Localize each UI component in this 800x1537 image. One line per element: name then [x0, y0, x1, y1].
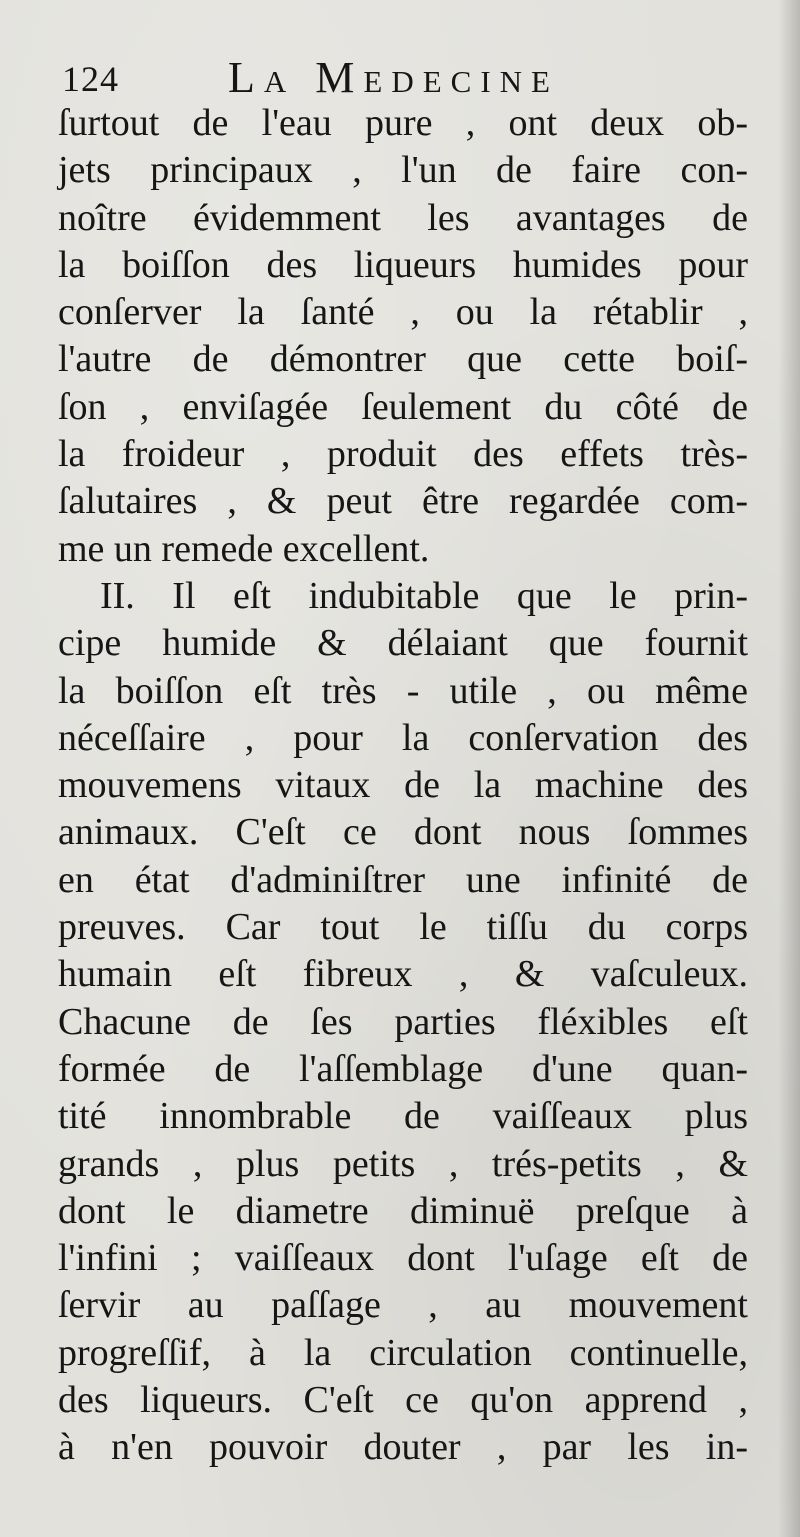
text-line: noître évidemment les avantages de — [58, 196, 748, 239]
text-line: humain eſt fibreux , & vaſculeux. — [58, 953, 748, 996]
text-line: progreſſif, à la circulation continuelle, — [58, 1331, 748, 1374]
text-line: animaux. C'eſt ce dont nous ſommes — [58, 811, 748, 854]
text-line: des liqueurs. C'eſt ce qu'on apprend , — [58, 1379, 748, 1422]
text-line: l'infini ; vaiſſeaux dont l'uſage eſt de — [58, 1237, 748, 1280]
running-title: La Medecine — [228, 53, 559, 102]
text-line: en état d'adminiſtrer une infinité de — [58, 858, 748, 901]
text-line: formée de l'aſſemblage d'une quan- — [58, 1047, 748, 1090]
text-line: cipe humide & délaiant que fournit — [58, 622, 748, 665]
text-line: conſerver la ſanté , ou la rétablir , — [58, 291, 748, 334]
text-line: la froideur , produit des effets très- — [58, 433, 748, 476]
text-line: ſon , enviſagée ſeulement du côté de — [58, 385, 748, 428]
text-line: à n'en pouvoir douter , par les in- — [58, 1426, 748, 1469]
text-line: mouvemens vitaux de la machine des — [58, 764, 748, 807]
page-header — [62, 52, 762, 104]
text-line: jets principaux , l'un de faire con- — [58, 149, 748, 192]
page-edge-shadow — [778, 0, 800, 1537]
text-line: la boiſſon des liqueurs humides pour — [58, 243, 748, 286]
text-line: ſurtout de l'eau pure , ont deux ob- — [58, 102, 748, 144]
body-text — [58, 100, 748, 1472]
text-line: la boiſſon eſt très - utile , ou même — [58, 669, 748, 712]
text-line: néceſſaire , pour la conſervation des — [58, 716, 748, 759]
page-number: 124 — [62, 59, 119, 99]
text-line: dont le diametre diminuë preſque à — [58, 1189, 748, 1232]
text-line: Chacune de ſes parties fléxibles eſt — [58, 1000, 748, 1043]
text-line: ſervir au paſſage , au mouvement — [58, 1284, 748, 1327]
text-line: me un remede excellent. — [58, 527, 430, 570]
text-line: ſalutaires , & peut être regardée com- — [58, 480, 748, 523]
text-line: l'autre de démontrer que cette boiſ- — [58, 338, 748, 381]
text-line: grands , plus petits , trés-petits , & — [58, 1142, 748, 1185]
text-line: tité innombrable de vaiſſeaux plus — [58, 1095, 748, 1138]
text-line: II. Il eſt indubitable que le prin- — [100, 574, 748, 617]
text-line: preuves. Car tout le tiſſu du corps — [58, 906, 748, 949]
